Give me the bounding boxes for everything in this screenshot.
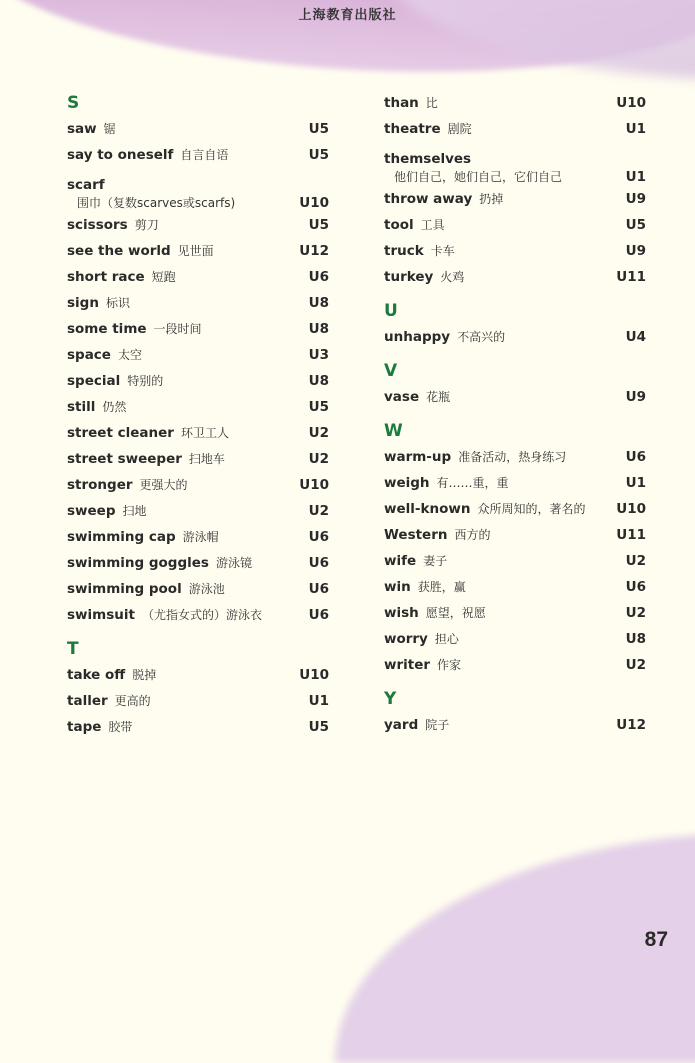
entry-translation: 获胜，赢	[417, 580, 466, 594]
entry-word: swimming cap	[67, 529, 176, 545]
glossary-entry	[67, 394, 329, 420]
entry-text	[384, 496, 585, 522]
entry-unit: U1	[308, 693, 329, 709]
glossary-entry	[384, 600, 646, 626]
entry-translation: 标识	[105, 296, 130, 310]
entry-text	[384, 470, 509, 496]
entry-unit: U12	[299, 243, 329, 259]
page-number: 87	[644, 928, 668, 951]
entry-unit: U8	[308, 321, 329, 337]
entry-translation: 胶带	[108, 720, 133, 734]
glossary-entry	[67, 550, 329, 576]
entry-unit: U3	[308, 347, 329, 363]
entry-translation: 有……重，重	[436, 476, 509, 490]
entry-translation: 游泳帽	[182, 530, 219, 544]
entry-word: wife	[384, 553, 417, 569]
entry-translation: 短跑	[151, 270, 176, 284]
entry-text	[67, 238, 214, 264]
entry-text	[67, 368, 163, 394]
glossary-entry	[67, 714, 329, 740]
glossary-entry	[384, 186, 646, 212]
entry-translation: 见世面	[177, 244, 214, 258]
entry-unit: U9	[625, 243, 646, 259]
entry-translation: 愿望，祝愿	[425, 606, 486, 620]
entry-translation: 扫地	[122, 504, 147, 518]
entry-word: than	[384, 95, 419, 111]
entry-unit: U6	[308, 529, 329, 545]
entry-text	[67, 342, 142, 368]
entry-translation: 更强大的	[139, 478, 188, 492]
entry-unit: U10	[616, 95, 646, 111]
entry-word: say to oneself	[67, 147, 174, 163]
entry-unit: U4	[625, 329, 646, 345]
glossary-entry	[384, 574, 646, 600]
entry-translation: 比	[425, 96, 438, 110]
entry-unit: U6	[625, 579, 646, 595]
entry-word: some time	[67, 321, 147, 337]
entry-unit: U6	[308, 607, 329, 623]
entry-word: tool	[384, 217, 414, 233]
glossary-entry	[67, 688, 329, 714]
entry-unit: U10	[299, 667, 329, 683]
entry-unit: U10	[299, 195, 329, 211]
entry-translation: 卡车	[430, 244, 455, 258]
entry-text	[67, 714, 132, 740]
entry-unit: U1	[625, 475, 646, 491]
entry-translation: 工具	[420, 218, 445, 232]
entry-text	[384, 548, 447, 574]
entry-text	[384, 238, 455, 264]
entry-word: weigh	[384, 475, 430, 491]
glossary-entry	[67, 264, 329, 290]
entry-translation: （尤指女式的）游泳衣	[141, 608, 262, 622]
entry-text	[67, 602, 262, 628]
glossary-entry	[384, 142, 646, 186]
glossary-entry	[384, 548, 646, 574]
entry-unit: U1	[625, 169, 646, 185]
entry-word: wish	[384, 605, 419, 621]
entry-unit: U9	[625, 191, 646, 207]
glossary-entry	[384, 384, 646, 410]
entry-text	[67, 316, 202, 342]
entry-word: throw away	[384, 191, 473, 207]
glossary-entry	[67, 316, 329, 342]
entry-translation: 脱掉	[132, 668, 157, 682]
entry-translation: 环卫工人	[180, 426, 229, 440]
entry-word: worry	[384, 631, 428, 647]
entry-translation: 游泳池	[188, 582, 225, 596]
glossary-entry	[384, 264, 646, 290]
entry-word: swimsuit	[67, 607, 135, 623]
entry-word: saw	[67, 121, 97, 137]
glossary-entry	[67, 142, 329, 168]
entry-translation: 众所周知的，著名的	[477, 502, 586, 516]
entry-word: street sweeper	[67, 451, 182, 467]
publisher-name: 上海教育出版社	[298, 8, 397, 23]
glossary-entry	[384, 712, 646, 738]
entry-translation: 围巾（复数scarves或scarfs)	[77, 196, 236, 210]
entry-unit: U5	[625, 217, 646, 233]
entry-text	[384, 652, 461, 678]
entry-text	[67, 550, 252, 576]
section-letter: W	[384, 421, 403, 441]
entry-word: sweep	[67, 503, 116, 519]
entry-word: themselves	[384, 151, 472, 167]
entry-unit: U5	[308, 719, 329, 735]
entry-translation: 仍然	[102, 400, 127, 414]
entry-unit: U5	[308, 217, 329, 233]
glossary-entry	[384, 626, 646, 652]
section-letter: T	[67, 639, 79, 659]
entry-unit: U5	[308, 399, 329, 415]
entry-translation: 扔掉	[479, 192, 504, 206]
entry-word: short race	[67, 269, 145, 285]
glossary-entry	[67, 290, 329, 316]
glossary-entry	[67, 576, 329, 602]
entry-text	[67, 290, 130, 316]
glossary-entry	[384, 90, 646, 116]
entry-unit: U9	[625, 389, 646, 405]
entry-unit: U10	[299, 477, 329, 493]
entry-unit: U6	[308, 555, 329, 571]
entry-word: sign	[67, 295, 99, 311]
entry-text	[67, 116, 116, 142]
glossary-entry	[384, 470, 646, 496]
entry-translation: 剧院	[447, 122, 472, 136]
entry-word: scarf	[67, 177, 105, 193]
entry-word: taller	[67, 693, 108, 709]
entry-unit: U8	[625, 631, 646, 647]
section-letter: S	[67, 93, 80, 113]
glossary-entry	[67, 168, 329, 212]
entry-translation: 花瓶	[426, 390, 451, 404]
entry-word: take off	[67, 667, 126, 683]
entry-word: tape	[67, 719, 102, 735]
corner-decoration	[335, 833, 695, 1063]
entry-text	[67, 688, 151, 714]
glossary-entry	[67, 420, 329, 446]
glossary-entry	[67, 116, 329, 142]
entry-text	[384, 522, 491, 548]
glossary-entry	[384, 324, 646, 350]
entry-translation: 妻子	[423, 554, 448, 568]
entry-unit: U1	[625, 121, 646, 137]
entry-translation: 特别的	[127, 374, 164, 388]
entry-word: stronger	[67, 477, 133, 493]
section-letter: Y	[384, 689, 397, 709]
entry-unit: U6	[308, 581, 329, 597]
entry-translation: 一段时间	[153, 322, 202, 336]
glossary-entry	[384, 652, 646, 678]
entry-translation: 准备活动，热身练习	[458, 450, 567, 464]
entry-text	[384, 264, 464, 290]
entry-word: unhappy	[384, 329, 451, 345]
entry-translation: 扫地车	[188, 452, 225, 466]
entry-word: swimming goggles	[67, 555, 209, 571]
entry-unit: U6	[625, 449, 646, 465]
entry-word: turkey	[384, 269, 434, 285]
entry-translation: 院子	[425, 718, 450, 732]
entry-word: vase	[384, 389, 420, 405]
entry-text	[67, 576, 225, 602]
glossary-entry	[67, 212, 329, 238]
entry-translation: 太空	[117, 348, 142, 362]
glossary-entry	[67, 524, 329, 550]
entry-text	[67, 446, 225, 472]
entry-translation: 火鸡	[440, 270, 465, 284]
entry-unit: U8	[308, 295, 329, 311]
entry-text	[384, 324, 505, 350]
glossary-column-right	[384, 90, 646, 738]
entry-translation: 自言自语	[180, 148, 229, 162]
glossary-entry	[67, 342, 329, 368]
glossary-entry	[67, 368, 329, 394]
entry-text	[67, 472, 188, 498]
entry-word: truck	[384, 243, 424, 259]
entry-unit: U5	[308, 121, 329, 137]
entry-text	[384, 90, 438, 116]
entry-unit: U2	[625, 553, 646, 569]
entry-word: still	[67, 399, 96, 415]
entry-unit: U2	[625, 605, 646, 621]
entry-unit: U10	[616, 501, 646, 517]
entry-word: street cleaner	[67, 425, 174, 441]
glossary-entry	[67, 602, 329, 628]
entry-text	[67, 420, 229, 446]
entry-translation: 担心	[434, 632, 459, 646]
glossary-entry	[384, 522, 646, 548]
entry-text	[384, 186, 503, 212]
entry-text	[67, 524, 219, 550]
entry-translation: 锯	[103, 122, 116, 136]
glossary-entry	[67, 662, 329, 688]
entry-word: special	[67, 373, 121, 389]
entry-text	[67, 264, 176, 290]
entry-unit: U2	[308, 503, 329, 519]
entry-text	[67, 212, 159, 238]
entry-unit: U2	[308, 425, 329, 441]
entry-unit: U2	[308, 451, 329, 467]
entry-unit: U8	[308, 373, 329, 389]
section-letter: U	[384, 301, 398, 321]
entry-word: theatre	[384, 121, 441, 137]
entry-text	[384, 600, 486, 626]
entry-text	[384, 712, 449, 738]
entry-text	[67, 662, 156, 688]
glossary-entry	[67, 238, 329, 264]
entry-translation: 他们自己，她们自己，它们自己	[394, 170, 563, 184]
entry-word: space	[67, 347, 111, 363]
entry-text	[67, 498, 147, 524]
entry-translation: 不高兴的	[457, 330, 506, 344]
glossary-entry	[67, 446, 329, 472]
entry-unit: U12	[616, 717, 646, 733]
glossary-column-left	[67, 90, 329, 740]
entry-text	[384, 384, 450, 410]
entry-text	[384, 626, 459, 652]
glossary-entry	[384, 116, 646, 142]
entry-word: win	[384, 579, 411, 595]
entry-translation: 剪刀	[134, 218, 159, 232]
entry-unit: U6	[308, 269, 329, 285]
entry-word: warm-up	[384, 449, 452, 465]
glossary-entry	[384, 238, 646, 264]
glossary-entry	[67, 472, 329, 498]
entry-unit: U2	[625, 657, 646, 673]
entry-text	[384, 212, 445, 238]
entry-text	[67, 394, 126, 420]
glossary-entry	[384, 444, 646, 470]
entry-unit: U5	[308, 147, 329, 163]
section-letter: V	[384, 361, 398, 381]
entry-word: well-known	[384, 501, 471, 517]
entry-word: scissors	[67, 217, 128, 233]
entry-text	[384, 150, 562, 186]
entry-unit: U11	[616, 527, 646, 543]
entry-text	[67, 142, 228, 168]
entry-word: swimming pool	[67, 581, 182, 597]
entry-word: Western	[384, 527, 448, 543]
entry-word: yard	[384, 717, 419, 733]
entry-word: writer	[384, 657, 431, 673]
entry-text	[384, 116, 472, 142]
entry-translation: 作家	[437, 658, 462, 672]
glossary-entry	[384, 496, 646, 522]
entry-text	[384, 444, 566, 470]
entry-text	[67, 176, 235, 212]
entry-text	[384, 574, 466, 600]
glossary-entry	[384, 212, 646, 238]
entry-translation: 游泳镜	[215, 556, 252, 570]
entry-translation: 西方的	[454, 528, 491, 542]
glossary-entry	[67, 498, 329, 524]
entry-word: see the world	[67, 243, 171, 259]
entry-translation: 更高的	[114, 694, 151, 708]
entry-unit: U11	[616, 269, 646, 285]
